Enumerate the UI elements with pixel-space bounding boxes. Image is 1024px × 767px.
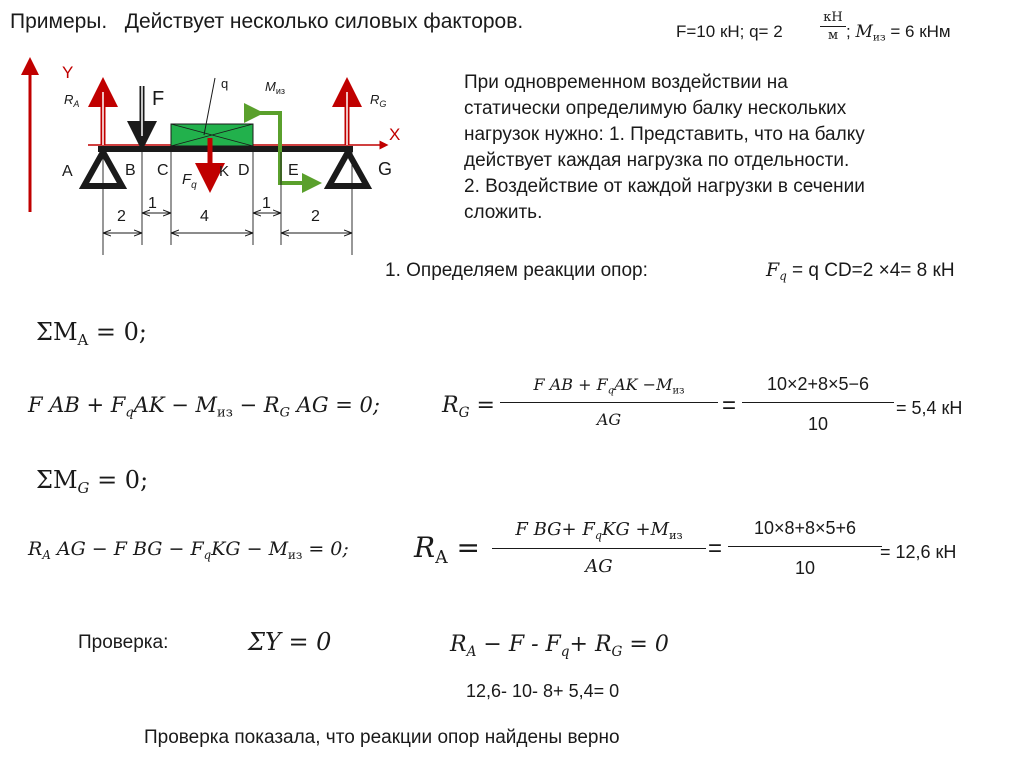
eq2-ra <box>414 531 480 568</box>
eq2-equals-2: = <box>708 535 723 562</box>
check-g-sub: G <box>611 643 623 660</box>
eq1-lhs-tail: AG = 0; <box>289 393 380 417</box>
sum-moment-a <box>36 318 147 349</box>
eq1-lhs-m-sub: из <box>217 405 233 421</box>
step1-fq-symbol: F <box>766 259 780 281</box>
point-b: B <box>125 162 136 179</box>
force-fq-label: $F_q$ <box>182 171 197 191</box>
eq1-lhs-end: − R <box>232 393 280 417</box>
eq2-numeric-numerator: 10×8+8×5+6 <box>753 518 857 538</box>
eq1-lhs-q-sub: q <box>125 405 134 421</box>
eq2-lhs-end: KG − M <box>211 538 289 560</box>
eq2-numeric-denominator: 10 <box>794 558 816 578</box>
eq2-equals: = <box>447 531 481 564</box>
given-m-symbol: M <box>855 22 873 42</box>
step1-label: 1. Определяем реакции опор: <box>385 260 648 281</box>
eq1-rg <box>442 393 495 421</box>
sum-a-text: ΣM <box>36 318 78 346</box>
given-m-value: = 6 кНм <box>890 22 951 41</box>
moment-label: $M_{из}$ <box>265 79 285 96</box>
title-subtitle: Действует несколько силовых факторов. <box>124 10 524 33</box>
sum-moment-g <box>36 466 148 497</box>
step1-fq-sub: q <box>779 269 787 284</box>
check-q-sub: q <box>560 643 570 660</box>
given-sep: ; <box>846 22 851 41</box>
x-axis-label: X <box>389 125 401 144</box>
eq2-lhs <box>28 538 349 562</box>
step1-fq-formula <box>766 259 955 283</box>
check-numeric: 12,6- 10- 8+ 5,4= 0 <box>466 681 620 701</box>
given-q-denominator: м <box>827 28 839 43</box>
eq1-numeric-denominator: 10 <box>807 414 829 434</box>
eq2-lhs-m-sub: из <box>288 548 303 563</box>
sum-g-rest: = 0; <box>89 466 149 494</box>
q-label: q <box>221 76 229 91</box>
given-q-numerator: кН <box>823 10 843 25</box>
point-c: C <box>157 162 169 179</box>
eq2-lhs-q-sub: q <box>203 548 212 563</box>
given-moment <box>846 22 951 44</box>
dim-bc: 1 <box>148 195 157 212</box>
beam-diagram <box>0 45 440 275</box>
slide-title <box>10 10 523 34</box>
eq1-symbolic-fraction <box>500 372 718 429</box>
eq1-lhs-r-sub: G <box>279 405 290 421</box>
support-g <box>329 152 367 186</box>
eq2-lhs-mid: AG − F BG − F <box>50 538 204 560</box>
explanation-line-2: статически определимую балку нескольких <box>464 98 847 119</box>
eq1-r-symbol: R <box>442 393 459 418</box>
sum-a-sub: A <box>77 331 89 350</box>
given-m-sub: из <box>872 31 886 44</box>
force-f-label: F <box>152 88 165 110</box>
check-end: + R <box>569 632 612 657</box>
eq2-numerator: F $BG+ F_qKG +M_{из}$ <box>515 519 683 542</box>
explanation-line-1: При одновременном воздействии на <box>464 72 788 93</box>
eq1-numeric-numerator: 10×2+8×5−6 <box>766 374 870 394</box>
eq1-r-sub: G <box>458 404 470 421</box>
point-a: A <box>62 163 73 180</box>
eq2-r-sub: A <box>435 548 448 569</box>
step1-fq-rest: = q CD=2 ×4= 8 кН <box>792 260 955 281</box>
check-equation <box>450 632 669 660</box>
eq1-lhs <box>28 393 380 421</box>
check-conclusion: Проверка показала, что реакции опор найдены верно <box>144 727 620 748</box>
eq2-lhs-r: R <box>28 538 43 560</box>
eq2-denominator: AG <box>585 556 613 577</box>
explanation-line-5: 2. Воздействие от каждой нагрузки в сечении <box>464 176 865 197</box>
point-g: G <box>378 159 393 179</box>
eq2-symbolic-fraction <box>492 516 706 577</box>
check-mid: − F - F <box>476 632 561 657</box>
check-tail: = 0 <box>622 632 669 657</box>
eq2-lhs-tail: = 0; <box>302 538 349 560</box>
eq1-numeric-fraction <box>742 374 894 435</box>
eq1-equals: = <box>469 393 495 418</box>
check-r-a-sub: A <box>466 643 477 660</box>
check-sum: ΣY = 0 <box>248 628 332 656</box>
dim-de: 1 <box>262 195 271 212</box>
reaction-a-label: $R_A$ <box>64 92 80 109</box>
eq2-result: = 12,6 кН <box>880 542 957 562</box>
given-f-q: F=10 кН; q= 2 <box>676 22 783 41</box>
eq1-numerator: F AB + $F_qAK -M_{из}$ <box>533 375 685 397</box>
point-d: D <box>238 162 250 179</box>
sum-a-rest: = 0; <box>88 318 148 346</box>
given-q-fraction <box>820 10 846 43</box>
given-data <box>676 22 783 42</box>
y-axis-label: Y <box>62 63 74 82</box>
explanation-line-6: сложить. <box>464 202 543 223</box>
point-k: K <box>219 163 230 180</box>
explanation-text <box>464 70 865 226</box>
sum-g-text: ΣM <box>36 466 78 494</box>
check-label: Проверка: <box>78 632 169 653</box>
sum-g-sub: G <box>77 479 90 498</box>
explanation-line-3: нагрузок нужно: 1. Представить, что на балку <box>464 124 865 145</box>
eq1-lhs-a: F AB + F <box>28 393 126 417</box>
title-word: Примеры. <box>10 10 108 33</box>
beam <box>98 146 353 152</box>
eq2-r-symbol: R <box>414 531 436 564</box>
eq1-equals-2: = <box>722 392 737 419</box>
eq1-lhs-mid: AK − M <box>133 393 218 417</box>
check-r-a: R <box>450 632 467 657</box>
explanation-line-4: действует каждая нагрузка по отдельности. <box>464 150 850 171</box>
dim-ab: 2 <box>117 208 126 225</box>
eq1-result: = 5,4 кН <box>896 398 963 418</box>
dim-cd: 4 <box>200 208 209 225</box>
eq1-denominator: AG <box>596 410 622 429</box>
eq2-numeric-fraction <box>728 518 882 579</box>
eq2-lhs-r-sub: A <box>42 548 51 563</box>
point-e: E <box>288 162 299 179</box>
reaction-g-label: $R_G$ <box>370 92 387 109</box>
dim-eg: 2 <box>311 208 320 225</box>
